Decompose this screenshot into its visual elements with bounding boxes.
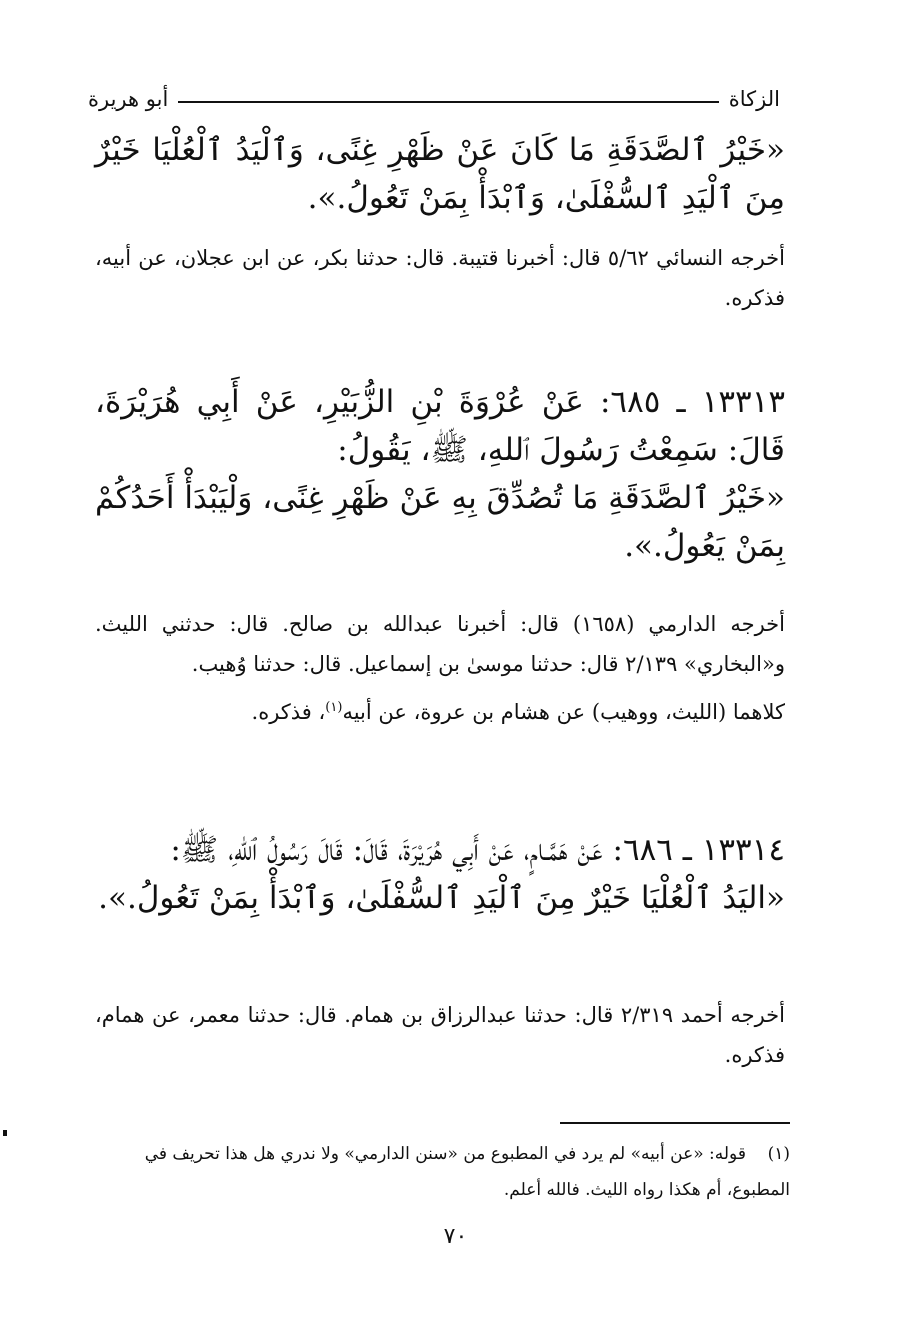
footnote-text: قوله: «عن أبيه» لم يرد في المطبوع من «سنن الدارمي» ولا ندري هل هذا تحريف في المطبوع، أم هكذا رواه الليث. فالله أعلم. bbox=[144, 1144, 790, 1200]
scan-mark bbox=[3, 1130, 7, 1136]
running-header bbox=[88, 84, 780, 114]
takhrij-685-note bbox=[95, 688, 785, 732]
note-text-b: ، فذكره. bbox=[251, 700, 326, 724]
hadith-686-text: «اليَدُ ٱلْعُلْيَا خَيْرٌ مِنَ ٱلْيَدِ ٱلسُّفْلَىٰ، وَٱبْدَأْ بِمَنْ تَعُولُ.». bbox=[98, 880, 785, 916]
header-narrator: أبو هريرة bbox=[88, 87, 169, 111]
hadith-text: «خَيْرُ ٱلصَّدَقَةِ مَا كَانَ عَنْ ظَهْرِ غِنًى، وَٱلْيَدُ ٱلْعُلْيَا خَيْرٌ مِنَ ٱلْيَدِ ٱلسُّفْلَىٰ، وَٱبْدَأْ بِمَنْ تَعُولُ.». bbox=[95, 132, 785, 216]
takhrij-685 bbox=[95, 604, 785, 732]
header-rule bbox=[178, 101, 718, 103]
hadith-continuation bbox=[95, 126, 785, 222]
hadith-685-intro: ١٣٣١٣ ـ ٦٨٥: عَنْ عُرْوَةَ بْنِ الزُّبَيْرِ، عَنْ أَبِي هُرَيْرَةَ، قَالَ: سَمِعْتُ رَسُولَ ٱللهِ، ﷺ، يَقُولُ: bbox=[95, 384, 786, 468]
hadith-685-text: «خَيْرُ ٱلصَّدَقَةِ مَا تُصُدِّقَ بِهِ عَنْ ظَهْرِ غِنًى، وَلْيَبْدَأْ أَحَدُكُمْ بِمَنْ يَعُولُ.». bbox=[95, 480, 785, 564]
header-chapter: الزكاة bbox=[728, 87, 780, 111]
takhrij-686-text: أخرجه أحمد ٢/٣١٩ قال: حدثنا عبدالرزاق بن همام. قال: حدثنا معمر، عن همام، فذكره. bbox=[95, 1003, 785, 1067]
takhrij-685-text: أخرجه الدارمي (١٦٥٨) قال: أخبرنا عبدالله بن صالح. قال: حدثني الليث. و«البخاري» ٢/١٣٩ قال: حدثنا موسىٰ بن إسماعيل. قال: حدثنا وُهيب. bbox=[95, 612, 785, 676]
footnote-ref[interactable]: (١) bbox=[325, 700, 343, 715]
footnote-marker: (١) bbox=[767, 1144, 790, 1164]
takhrij-nasai bbox=[95, 238, 785, 318]
hadith-685 bbox=[95, 378, 785, 570]
note-text-a: كلاهما (الليث، ووهيب) عن هشام بن عروة، عن أبيه bbox=[342, 700, 785, 724]
hadith-686 bbox=[95, 826, 785, 922]
footnote bbox=[100, 1136, 790, 1208]
takhrij-text: أخرجه النسائي ٥/٦٢ قال: أخبرنا قتيبة. قال: حدثنا بكر، عن ابن عجلان، عن أبيه، فذكره. bbox=[95, 246, 785, 310]
takhrij-686 bbox=[95, 995, 785, 1075]
page-number: ٧٠ bbox=[443, 1224, 468, 1249]
footnote-separator bbox=[560, 1122, 790, 1124]
hadith-686-intro: ١٣٣١٤ ـ ٦٨٦: عَنْ هَمَّـامٍ، عَنْ أَبِي هُرَيْرَةَ، قَالَ: قَالَ رَسُولُ ٱللهِ، ﷺ: bbox=[170, 832, 785, 868]
